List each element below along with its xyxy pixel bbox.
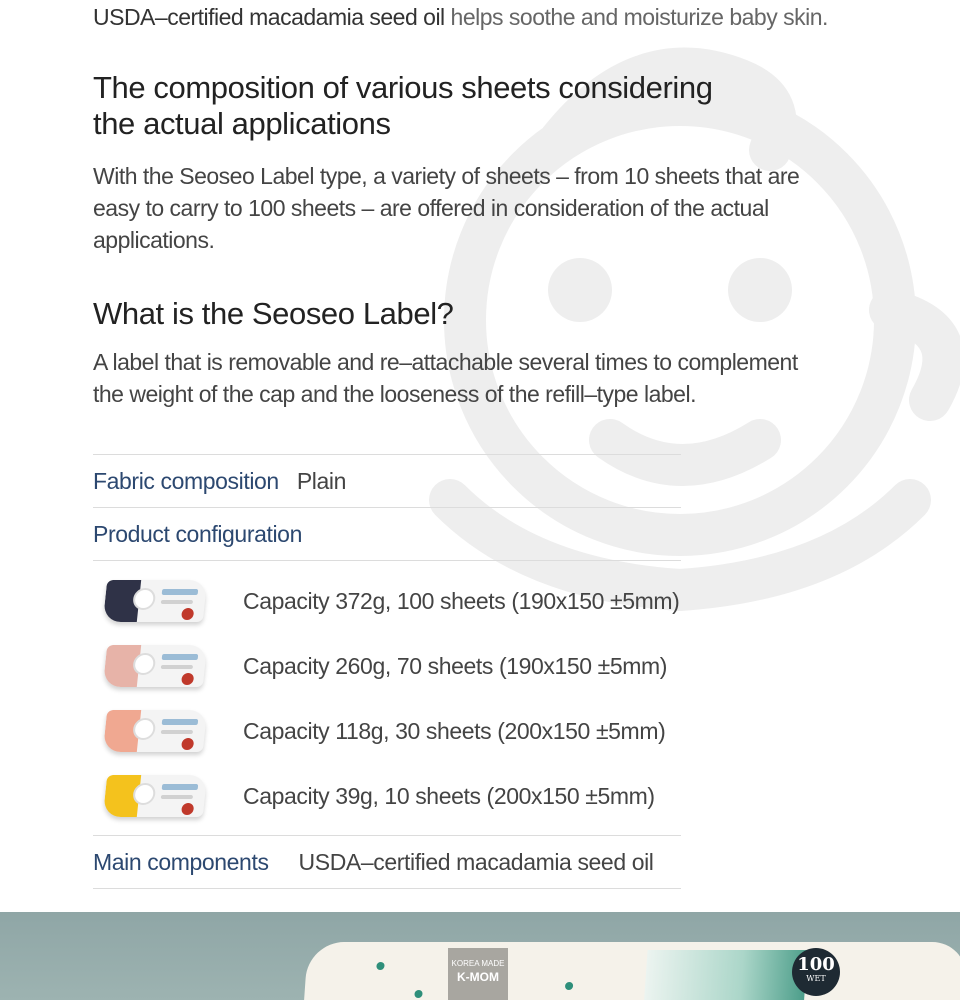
heading-line: the actual applications <box>93 106 391 141</box>
badge-unit: WET <box>806 974 826 983</box>
wipes-pack-image <box>103 704 211 760</box>
spec-row-config <box>93 508 681 560</box>
spec-label: Main components <box>93 848 269 875</box>
wipes-pack-image <box>103 574 211 630</box>
intro-lead: USDA–certified macadamia seed oil <box>93 4 445 30</box>
section-heading-seoseo-label <box>93 296 454 332</box>
wipes-pack-image <box>103 639 211 695</box>
brand-small: KOREA MADE <box>451 959 505 968</box>
brand-logo <box>448 948 508 1000</box>
product-item <box>93 699 681 764</box>
intro-rest: helps soothe and moisturize baby skin. <box>444 4 828 30</box>
product-item <box>93 764 681 829</box>
wipes-pack-image <box>103 769 211 825</box>
body-line: the weight of the cap and the looseness of the refill–type label. <box>93 381 696 407</box>
heading-line: The composition of various sheets considering <box>93 70 713 105</box>
body-line: easy to carry to 100 sheets – are offered in consideration of the actual <box>93 195 769 221</box>
product-photo-banner <box>0 912 960 1000</box>
spec-value: USDA–certified macadamia seed oil <box>298 848 654 875</box>
brand-big: K-MOM <box>457 970 499 985</box>
spec-row-main-components <box>93 836 681 888</box>
section-body-seoseo-label <box>93 346 913 410</box>
spec-label: Product configuration <box>93 520 302 547</box>
product-description: Capacity 118g, 30 sheets (200x150 ±5mm) <box>243 718 666 744</box>
divider <box>93 888 681 889</box>
product-description: Capacity 260g, 70 sheets (190x150 ±5mm) <box>243 653 668 679</box>
product-item <box>93 634 681 699</box>
wipes-pack-photo <box>302 942 960 1000</box>
spec-table <box>93 454 681 889</box>
product-description: Capacity 372g, 100 sheets (190x150 ±5mm) <box>243 588 680 614</box>
badge-number: 100 <box>797 954 835 975</box>
body-line: applications. <box>93 227 215 253</box>
product-list <box>93 561 681 835</box>
spec-label: Fabric composition <box>93 467 279 494</box>
section-heading-sheets <box>93 70 713 142</box>
body-line: A label that is removable and re–attachable several times to complement <box>93 349 798 375</box>
heading-line: What is the Seoseo Label? <box>93 296 454 331</box>
intro-line <box>93 4 828 31</box>
section-body-sheets <box>93 160 913 256</box>
spec-value: Plain <box>296 467 346 494</box>
product-description: Capacity 39g, 10 sheets (200x150 ±5mm) <box>243 783 655 809</box>
product-item <box>93 569 681 634</box>
spec-row-fabric <box>93 455 681 507</box>
body-line: With the Seoseo Label type, a variety of sheets – from 10 sheets that are <box>93 163 800 189</box>
sheet-count-badge <box>792 948 840 996</box>
